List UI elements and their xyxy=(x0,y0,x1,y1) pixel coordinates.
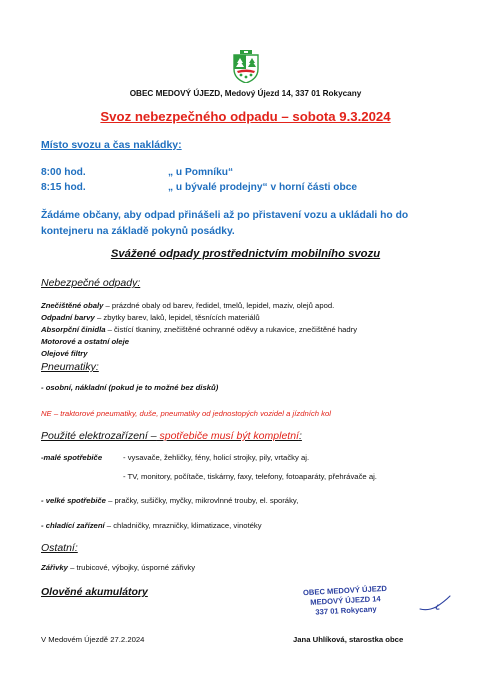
municipal-crest-icon xyxy=(231,50,261,83)
electro-complete-note: spotřebiče musí být kompletní xyxy=(156,430,299,442)
stamp-line: OBEC MEDOVÝ ÚJEZD xyxy=(302,583,388,598)
place-date: V Medovém Újezdě 27.2.2024 xyxy=(41,635,145,644)
tyres-rejected: NE – traktorové pneumatiky, duše, pneumatiky od jednostopých vozidel a jízdních kol xyxy=(41,409,332,418)
item-term: Olejové filtry xyxy=(41,349,88,358)
signature-icon xyxy=(418,593,452,613)
stop-place: „ u bývalé prodejny“ v horní části obce xyxy=(168,182,358,193)
signatory: Jana Uhlíková, starostka obce xyxy=(293,635,404,644)
list-item xyxy=(41,301,334,310)
stamp-line: MEDOVÝ ÚJEZD 14 xyxy=(310,594,381,607)
stop-time: 8:00 hod. xyxy=(41,167,86,178)
item-term: Znečištěné obaly xyxy=(41,301,104,310)
collection-place-heading: Místo svozu a čas nakládky: xyxy=(41,139,182,151)
list-item xyxy=(41,349,88,358)
electro-heading-colon: : xyxy=(298,430,302,442)
loading-notice: Žádáme občany, aby odpad přinášeli až po přistavení vozu a ukládali ho do kontejneru na základě pokynů posádky. xyxy=(41,210,409,237)
tyres-accepted: - osobní, nákladní (pokud je to možné bez disků) xyxy=(41,383,219,392)
small-appliances-label: -malé spotřebiče xyxy=(41,453,103,462)
page-title: Svoz nebezpečného odpadu – sobota 9.3.2024 xyxy=(100,109,391,124)
hazardous-heading: Nebezpečné odpady: xyxy=(41,277,141,289)
stop-place: „ u Pomníku“ xyxy=(168,167,234,178)
list-item xyxy=(41,313,260,322)
list-item xyxy=(41,337,129,346)
official-stamp xyxy=(292,583,398,618)
tyres-heading: Pneumatiky: xyxy=(41,361,99,373)
small-appliances-desc: - TV, monitory, počítače, tiskárny, faxy, telefony, fotoaparáty, přehrávače aj. xyxy=(123,472,377,481)
list-item xyxy=(41,563,195,572)
large-appliances-desc: – pračky, sušičky, myčky, mikrovlnné trouby, el. sporáky, xyxy=(105,496,299,505)
item-term: Zářivky xyxy=(41,563,68,572)
list-item xyxy=(41,496,298,505)
list-item xyxy=(41,521,262,530)
stop-time: 8:15 hod. xyxy=(41,182,86,193)
large-appliances-label: - velké spotřebiče xyxy=(41,496,106,505)
item-term: Odpadní barvy xyxy=(41,313,95,322)
batteries-heading: Olověné akumulátory xyxy=(41,586,148,598)
cooling-label: - chladící zařízení xyxy=(41,521,105,530)
municipality-address: OBEC MEDOVÝ ÚJEZD, Medový Újezd 14, 337 01 Rokycany xyxy=(129,89,362,98)
item-term: Motorové a ostatní oleje xyxy=(41,337,129,346)
stamp-line: 337 01 Rokycany xyxy=(315,604,377,617)
electro-heading-label: Použité elektrozařízení – xyxy=(41,430,157,442)
item-term: Absorpční činidla xyxy=(41,325,106,334)
list-item xyxy=(41,325,357,334)
other-heading: Ostatní: xyxy=(41,542,78,554)
section-subtitle: Svážené odpady prostřednictvím mobilního svozu xyxy=(110,248,381,260)
electro-heading xyxy=(41,430,302,442)
item-desc: – trubicové, výbojky, úsporné zářivky xyxy=(67,563,196,572)
item-desc: – čistící tkaniny, znečištěné ochranné oděvy a rukavice, znečištěné hadry xyxy=(105,325,358,334)
item-desc: – prázdné obaly od barev, ředidel, tmelů, lepidel, maziv, olejů apod. xyxy=(103,301,335,310)
item-desc: – zbytky barev, laků, lepidel, těsnících materiálů xyxy=(94,313,260,322)
small-appliances-desc: - vysavače, žehličky, fény, holicí strojky, pily, vrtačky aj. xyxy=(123,453,310,462)
cooling-desc: – chladničky, mrazničky, klimatizace, vinotéky xyxy=(104,521,262,530)
